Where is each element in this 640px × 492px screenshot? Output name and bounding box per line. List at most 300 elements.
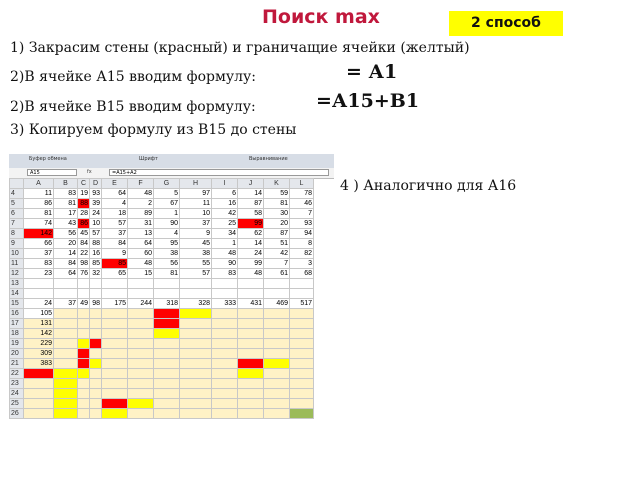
- column-header[interactable]: D: [90, 179, 102, 189]
- sheet-cell[interactable]: 7: [290, 209, 314, 219]
- sheet-cell[interactable]: [54, 339, 78, 349]
- sheet-cell[interactable]: 142: [24, 329, 54, 339]
- sheet-cell[interactable]: 131: [24, 319, 54, 329]
- sheet-cell[interactable]: 14: [238, 239, 264, 249]
- sheet-cell[interactable]: [212, 359, 238, 369]
- sheet-cell[interactable]: 48: [212, 249, 238, 259]
- column-header[interactable]: L: [290, 179, 314, 189]
- sheet-cell[interactable]: [238, 379, 264, 389]
- sheet-cell[interactable]: 328: [180, 299, 212, 309]
- sheet-cell[interactable]: [78, 289, 90, 299]
- sheet-cell[interactable]: [212, 329, 238, 339]
- sheet-cell[interactable]: [264, 369, 290, 379]
- sheet-cell[interactable]: [212, 389, 238, 399]
- sheet-cell[interactable]: [78, 369, 90, 379]
- sheet-cell[interactable]: 84: [102, 239, 128, 249]
- sheet-cell[interactable]: 20: [264, 219, 290, 229]
- sheet-cell[interactable]: 175: [102, 299, 128, 309]
- sheet-cell[interactable]: [264, 399, 290, 409]
- row-header[interactable]: 7: [10, 219, 24, 229]
- sheet-cell[interactable]: 1: [154, 209, 180, 219]
- sheet-cell[interactable]: [54, 389, 78, 399]
- sheet-cell[interactable]: 56: [154, 259, 180, 269]
- sheet-cell[interactable]: [90, 279, 102, 289]
- sheet-cell[interactable]: [264, 329, 290, 339]
- sheet-cell[interactable]: [180, 399, 212, 409]
- row-header[interactable]: 9: [10, 239, 24, 249]
- sheet-cell[interactable]: [128, 379, 154, 389]
- sheet-cell[interactable]: 4: [154, 229, 180, 239]
- ribbon-group-font[interactable]: Шрифт: [139, 156, 158, 162]
- sheet-cell[interactable]: [102, 359, 128, 369]
- sheet-cell[interactable]: 74: [24, 219, 54, 229]
- sheet-cell[interactable]: 30: [264, 209, 290, 219]
- sheet-cell[interactable]: 83: [212, 269, 238, 279]
- row-header[interactable]: 15: [10, 299, 24, 309]
- sheet-cell[interactable]: [90, 369, 102, 379]
- sheet-cell[interactable]: [128, 349, 154, 359]
- row-header[interactable]: 20: [10, 349, 24, 359]
- sheet-cell[interactable]: [290, 319, 314, 329]
- sheet-cell[interactable]: 105: [24, 309, 54, 319]
- sheet-cell[interactable]: [90, 339, 102, 349]
- sheet-cell[interactable]: 16: [212, 199, 238, 209]
- sheet-cell[interactable]: [154, 359, 180, 369]
- sheet-cell[interactable]: [264, 359, 290, 369]
- sheet-cell[interactable]: 14: [54, 249, 78, 259]
- row-header[interactable]: 8: [10, 229, 24, 239]
- sheet-cell[interactable]: [102, 309, 128, 319]
- row-header[interactable]: 25: [10, 399, 24, 409]
- sheet-cell[interactable]: [54, 369, 78, 379]
- sheet-cell[interactable]: 48: [238, 269, 264, 279]
- sheet-cell[interactable]: [128, 389, 154, 399]
- sheet-cell[interactable]: [180, 329, 212, 339]
- row-header[interactable]: 13: [10, 279, 24, 289]
- sheet-cell[interactable]: 43: [54, 219, 78, 229]
- sheet-cell[interactable]: 78: [290, 189, 314, 199]
- sheet-cell[interactable]: [128, 399, 154, 409]
- sheet-cell[interactable]: [290, 329, 314, 339]
- sheet-cell[interactable]: [238, 339, 264, 349]
- sheet-cell[interactable]: [90, 289, 102, 299]
- sheet-cell[interactable]: [264, 379, 290, 389]
- sheet-cell[interactable]: [290, 359, 314, 369]
- sheet-cell[interactable]: 93: [290, 219, 314, 229]
- sheet-cell[interactable]: [24, 399, 54, 409]
- sheet-cell[interactable]: [24, 289, 54, 299]
- sheet-cell[interactable]: [54, 279, 78, 289]
- sheet-cell[interactable]: 48: [128, 189, 154, 199]
- sheet-cell[interactable]: 66: [24, 239, 54, 249]
- sheet-cell[interactable]: [54, 349, 78, 359]
- sheet-cell[interactable]: [180, 319, 212, 329]
- sheet-cell[interactable]: [212, 339, 238, 349]
- sheet-cell[interactable]: [290, 289, 314, 299]
- sheet-cell[interactable]: [154, 409, 180, 419]
- sheet-cell[interactable]: 89: [128, 209, 154, 219]
- sheet-cell[interactable]: [212, 349, 238, 359]
- sheet-cell[interactable]: 85: [90, 259, 102, 269]
- sheet-cell[interactable]: [78, 319, 90, 329]
- sheet-cell[interactable]: [154, 309, 180, 319]
- sheet-cell[interactable]: 5: [154, 189, 180, 199]
- sheet-cell[interactable]: [290, 389, 314, 399]
- row-header[interactable]: 19: [10, 339, 24, 349]
- sheet-cell[interactable]: 9: [102, 249, 128, 259]
- sheet-cell[interactable]: [238, 319, 264, 329]
- sheet-cell[interactable]: [154, 369, 180, 379]
- row-header[interactable]: 17: [10, 319, 24, 329]
- column-header[interactable]: C: [78, 179, 90, 189]
- sheet-cell[interactable]: 9: [180, 229, 212, 239]
- sheet-cell[interactable]: 84: [78, 239, 90, 249]
- row-header[interactable]: 10: [10, 249, 24, 259]
- sheet-cell[interactable]: 95: [154, 239, 180, 249]
- sheet-cell[interactable]: [154, 379, 180, 389]
- sheet-cell[interactable]: 24: [24, 299, 54, 309]
- sheet-cell[interactable]: 55: [180, 259, 212, 269]
- sheet-cell[interactable]: 87: [264, 229, 290, 239]
- sheet-cell[interactable]: 99: [238, 259, 264, 269]
- sheet-cell[interactable]: 88: [90, 239, 102, 249]
- sheet-cell[interactable]: [212, 409, 238, 419]
- sheet-cell[interactable]: 333: [212, 299, 238, 309]
- sheet-cell[interactable]: [102, 279, 128, 289]
- sheet-cell[interactable]: [54, 359, 78, 369]
- sheet-cell[interactable]: 76: [78, 269, 90, 279]
- column-header[interactable]: G: [154, 179, 180, 189]
- sheet-cell[interactable]: [238, 389, 264, 399]
- sheet-cell[interactable]: [180, 349, 212, 359]
- sheet-cell[interactable]: [290, 409, 314, 419]
- sheet-cell[interactable]: 61: [264, 269, 290, 279]
- column-header[interactable]: E: [102, 179, 128, 189]
- sheet-cell[interactable]: [78, 389, 90, 399]
- sheet-cell[interactable]: [290, 399, 314, 409]
- sheet-cell[interactable]: [264, 409, 290, 419]
- sheet-cell[interactable]: [180, 289, 212, 299]
- sheet-cell[interactable]: 57: [102, 219, 128, 229]
- sheet-cell[interactable]: [290, 379, 314, 389]
- sheet-cell[interactable]: 22: [78, 249, 90, 259]
- sheet-cell[interactable]: [90, 309, 102, 319]
- sheet-cell[interactable]: 39: [90, 199, 102, 209]
- sheet-cell[interactable]: [102, 369, 128, 379]
- sheet-cell[interactable]: 82: [290, 249, 314, 259]
- sheet-cell[interactable]: [128, 319, 154, 329]
- sheet-cell[interactable]: 90: [154, 219, 180, 229]
- sheet-cell[interactable]: [128, 339, 154, 349]
- sheet-cell[interactable]: 42: [212, 209, 238, 219]
- sheet-cell[interactable]: 83: [24, 259, 54, 269]
- sheet-cell[interactable]: 64: [128, 239, 154, 249]
- column-header[interactable]: B: [54, 179, 78, 189]
- sheet-cell[interactable]: 60: [128, 249, 154, 259]
- sheet-cell[interactable]: 19: [78, 189, 90, 199]
- sheet-cell[interactable]: [180, 279, 212, 289]
- sheet-cell[interactable]: [90, 359, 102, 369]
- column-header[interactable]: H: [180, 179, 212, 189]
- sheet-cell[interactable]: 85: [102, 259, 128, 269]
- sheet-cell[interactable]: 65: [102, 269, 128, 279]
- sheet-cell[interactable]: 229: [24, 339, 54, 349]
- sheet-cell[interactable]: 1: [212, 239, 238, 249]
- sheet-cell[interactable]: [238, 369, 264, 379]
- sheet-cell[interactable]: [180, 309, 212, 319]
- formula-input[interactable]: =А15+А2: [109, 169, 329, 176]
- sheet-cell[interactable]: [54, 379, 78, 389]
- sheet-cell[interactable]: [128, 309, 154, 319]
- sheet-cell[interactable]: [128, 409, 154, 419]
- ribbon-group-clipboard[interactable]: Буфер обмена: [29, 156, 67, 162]
- sheet-cell[interactable]: 431: [238, 299, 264, 309]
- sheet-cell[interactable]: 59: [264, 189, 290, 199]
- sheet-cell[interactable]: 17: [54, 209, 78, 219]
- corner-cell[interactable]: [10, 179, 24, 189]
- sheet-cell[interactable]: 37: [54, 299, 78, 309]
- ribbon-group-alignment[interactable]: Выравнивание: [249, 156, 288, 162]
- sheet-cell[interactable]: [290, 339, 314, 349]
- sheet-cell[interactable]: [90, 399, 102, 409]
- row-header[interactable]: 6: [10, 209, 24, 219]
- sheet-cell[interactable]: 48: [128, 259, 154, 269]
- sheet-cell[interactable]: [212, 309, 238, 319]
- sheet-cell[interactable]: [78, 359, 90, 369]
- sheet-cell[interactable]: [90, 379, 102, 389]
- sheet-cell[interactable]: [290, 369, 314, 379]
- sheet-cell[interactable]: 11: [24, 189, 54, 199]
- sheet-cell[interactable]: [90, 329, 102, 339]
- sheet-cell[interactable]: 13: [128, 229, 154, 239]
- sheet-cell[interactable]: [290, 279, 314, 289]
- sheet-cell[interactable]: 98: [90, 299, 102, 309]
- sheet-cell[interactable]: [154, 399, 180, 409]
- column-header[interactable]: J: [238, 179, 264, 189]
- sheet-cell[interactable]: [180, 379, 212, 389]
- sheet-cell[interactable]: 87: [238, 199, 264, 209]
- sheet-cell[interactable]: [102, 399, 128, 409]
- sheet-cell[interactable]: [24, 279, 54, 289]
- sheet-cell[interactable]: [180, 359, 212, 369]
- sheet-cell[interactable]: [154, 289, 180, 299]
- sheet-cell[interactable]: 99: [238, 219, 264, 229]
- sheet-cell[interactable]: 68: [290, 269, 314, 279]
- sheet-cell[interactable]: 24: [90, 209, 102, 219]
- sheet-cell[interactable]: [154, 319, 180, 329]
- sheet-cell[interactable]: 46: [290, 199, 314, 209]
- sheet-cell[interactable]: 81: [264, 199, 290, 209]
- sheet-cell[interactable]: 88: [78, 199, 90, 209]
- sheet-cell[interactable]: 56: [54, 229, 78, 239]
- row-header[interactable]: 5: [10, 199, 24, 209]
- sheet-cell[interactable]: [78, 339, 90, 349]
- sheet-cell[interactable]: 16: [90, 249, 102, 259]
- row-header[interactable]: 24: [10, 389, 24, 399]
- sheet-cell[interactable]: [264, 309, 290, 319]
- sheet-cell[interactable]: 34: [212, 229, 238, 239]
- sheet-cell[interactable]: [212, 279, 238, 289]
- sheet-cell[interactable]: [78, 349, 90, 359]
- sheet-cell[interactable]: [24, 369, 54, 379]
- sheet-cell[interactable]: [212, 369, 238, 379]
- sheet-cell[interactable]: 18: [102, 209, 128, 219]
- sheet-cell[interactable]: [128, 279, 154, 289]
- sheet-cell[interactable]: 57: [180, 269, 212, 279]
- sheet-cell[interactable]: 383: [24, 359, 54, 369]
- row-header[interactable]: 21: [10, 359, 24, 369]
- row-header[interactable]: 23: [10, 379, 24, 389]
- sheet-cell[interactable]: [128, 369, 154, 379]
- sheet-cell[interactable]: [24, 379, 54, 389]
- sheet-cell[interactable]: 86: [24, 199, 54, 209]
- sheet-cell[interactable]: [78, 329, 90, 339]
- sheet-cell[interactable]: 309: [24, 349, 54, 359]
- sheet-cell[interactable]: 23: [24, 269, 54, 279]
- sheet-cell[interactable]: [78, 279, 90, 289]
- row-header[interactable]: 11: [10, 259, 24, 269]
- sheet-cell[interactable]: [102, 379, 128, 389]
- sheet-cell[interactable]: [54, 319, 78, 329]
- sheet-cell[interactable]: 10: [180, 209, 212, 219]
- sheet-cell[interactable]: [90, 319, 102, 329]
- sheet-cell[interactable]: 64: [102, 189, 128, 199]
- row-header[interactable]: 18: [10, 329, 24, 339]
- sheet-cell[interactable]: 97: [180, 189, 212, 199]
- sheet-cell[interactable]: [264, 289, 290, 299]
- sheet-cell[interactable]: [212, 319, 238, 329]
- sheet-cell[interactable]: [264, 339, 290, 349]
- sheet-cell[interactable]: [102, 329, 128, 339]
- sheet-cell[interactable]: 93: [90, 189, 102, 199]
- sheet-cell[interactable]: 10: [90, 219, 102, 229]
- row-header[interactable]: 4: [10, 189, 24, 199]
- sheet-cell[interactable]: 38: [154, 249, 180, 259]
- sheet-cell[interactable]: 4: [102, 199, 128, 209]
- column-header[interactable]: A: [24, 179, 54, 189]
- sheet-cell[interactable]: 11: [180, 199, 212, 209]
- sheet-cell[interactable]: [90, 409, 102, 419]
- sheet-cell[interactable]: [180, 369, 212, 379]
- sheet-cell[interactable]: [154, 339, 180, 349]
- fx-icon[interactable]: fx: [87, 169, 92, 175]
- sheet-cell[interactable]: 14: [238, 189, 264, 199]
- sheet-cell[interactable]: 32: [90, 269, 102, 279]
- sheet-cell[interactable]: [54, 309, 78, 319]
- sheet-cell[interactable]: [290, 349, 314, 359]
- sheet-cell[interactable]: [154, 349, 180, 359]
- sheet-cell[interactable]: [24, 409, 54, 419]
- sheet-cell[interactable]: [102, 339, 128, 349]
- sheet-cell[interactable]: [128, 329, 154, 339]
- sheet-cell[interactable]: 45: [78, 229, 90, 239]
- sheet-cell[interactable]: [102, 409, 128, 419]
- sheet-cell[interactable]: [102, 319, 128, 329]
- sheet-cell[interactable]: [102, 289, 128, 299]
- sheet-cell[interactable]: 83: [54, 189, 78, 199]
- row-header[interactable]: 22: [10, 369, 24, 379]
- sheet-cell[interactable]: 25: [212, 219, 238, 229]
- sheet-cell[interactable]: [290, 309, 314, 319]
- row-header[interactable]: 26: [10, 409, 24, 419]
- sheet-cell[interactable]: [212, 399, 238, 409]
- sheet-cell[interactable]: 58: [238, 209, 264, 219]
- sheet-cell[interactable]: [238, 359, 264, 369]
- sheet-cell[interactable]: [180, 389, 212, 399]
- sheet-cell[interactable]: 86: [78, 219, 90, 229]
- sheet-cell[interactable]: [102, 349, 128, 359]
- sheet-cell[interactable]: [238, 329, 264, 339]
- sheet-cell[interactable]: 94: [290, 229, 314, 239]
- sheet-cell[interactable]: [264, 279, 290, 289]
- row-header[interactable]: 16: [10, 309, 24, 319]
- sheet-cell[interactable]: [78, 379, 90, 389]
- sheet-cell[interactable]: 15: [128, 269, 154, 279]
- sheet-cell[interactable]: [180, 339, 212, 349]
- sheet-cell[interactable]: [212, 289, 238, 299]
- sheet-cell[interactable]: 318: [154, 299, 180, 309]
- sheet-cell[interactable]: 20: [54, 239, 78, 249]
- sheet-cell[interactable]: 81: [54, 199, 78, 209]
- sheet-cell[interactable]: [154, 279, 180, 289]
- sheet-cell[interactable]: 64: [54, 269, 78, 279]
- sheet-cell[interactable]: 8: [290, 239, 314, 249]
- sheet-cell[interactable]: 49: [78, 299, 90, 309]
- sheet-cell[interactable]: [238, 349, 264, 359]
- sheet-cell[interactable]: 84: [54, 259, 78, 269]
- sheet-cell[interactable]: [54, 409, 78, 419]
- sheet-cell[interactable]: [154, 389, 180, 399]
- sheet-cell[interactable]: [78, 399, 90, 409]
- sheet-cell[interactable]: [128, 289, 154, 299]
- sheet-cell[interactable]: [238, 409, 264, 419]
- sheet-cell[interactable]: 57: [90, 229, 102, 239]
- sheet-cell[interactable]: [78, 409, 90, 419]
- sheet-cell[interactable]: 3: [290, 259, 314, 269]
- sheet-cell[interactable]: [238, 309, 264, 319]
- sheet-cell[interactable]: 244: [128, 299, 154, 309]
- sheet-cell[interactable]: 24: [238, 249, 264, 259]
- sheet-cell[interactable]: 517: [290, 299, 314, 309]
- row-header[interactable]: 12: [10, 269, 24, 279]
- sheet-cell[interactable]: [264, 349, 290, 359]
- sheet-cell[interactable]: 42: [264, 249, 290, 259]
- sheet-cell[interactable]: 469: [264, 299, 290, 309]
- sheet-cell[interactable]: 45: [180, 239, 212, 249]
- sheet-cell[interactable]: 90: [212, 259, 238, 269]
- sheet-cell[interactable]: [238, 399, 264, 409]
- sheet-cell[interactable]: 81: [24, 209, 54, 219]
- sheet-cell[interactable]: [264, 389, 290, 399]
- sheet-cell[interactable]: [180, 409, 212, 419]
- sheet-cell[interactable]: 37: [24, 249, 54, 259]
- sheet-cell[interactable]: 2: [128, 199, 154, 209]
- sheet-cell[interactable]: [24, 389, 54, 399]
- sheet-cell[interactable]: 98: [78, 259, 90, 269]
- sheet-cell[interactable]: 37: [102, 229, 128, 239]
- sheet-cell[interactable]: [90, 349, 102, 359]
- sheet-cell[interactable]: 6: [212, 189, 238, 199]
- sheet-cell[interactable]: 38: [180, 249, 212, 259]
- sheet-cell[interactable]: 31: [128, 219, 154, 229]
- sheet-cell[interactable]: [238, 279, 264, 289]
- sheet-cell[interactable]: [212, 379, 238, 389]
- column-header[interactable]: I: [212, 179, 238, 189]
- sheet-cell[interactable]: [54, 329, 78, 339]
- row-header[interactable]: 14: [10, 289, 24, 299]
- sheet-cell[interactable]: 62: [238, 229, 264, 239]
- sheet-cell[interactable]: 28: [78, 209, 90, 219]
